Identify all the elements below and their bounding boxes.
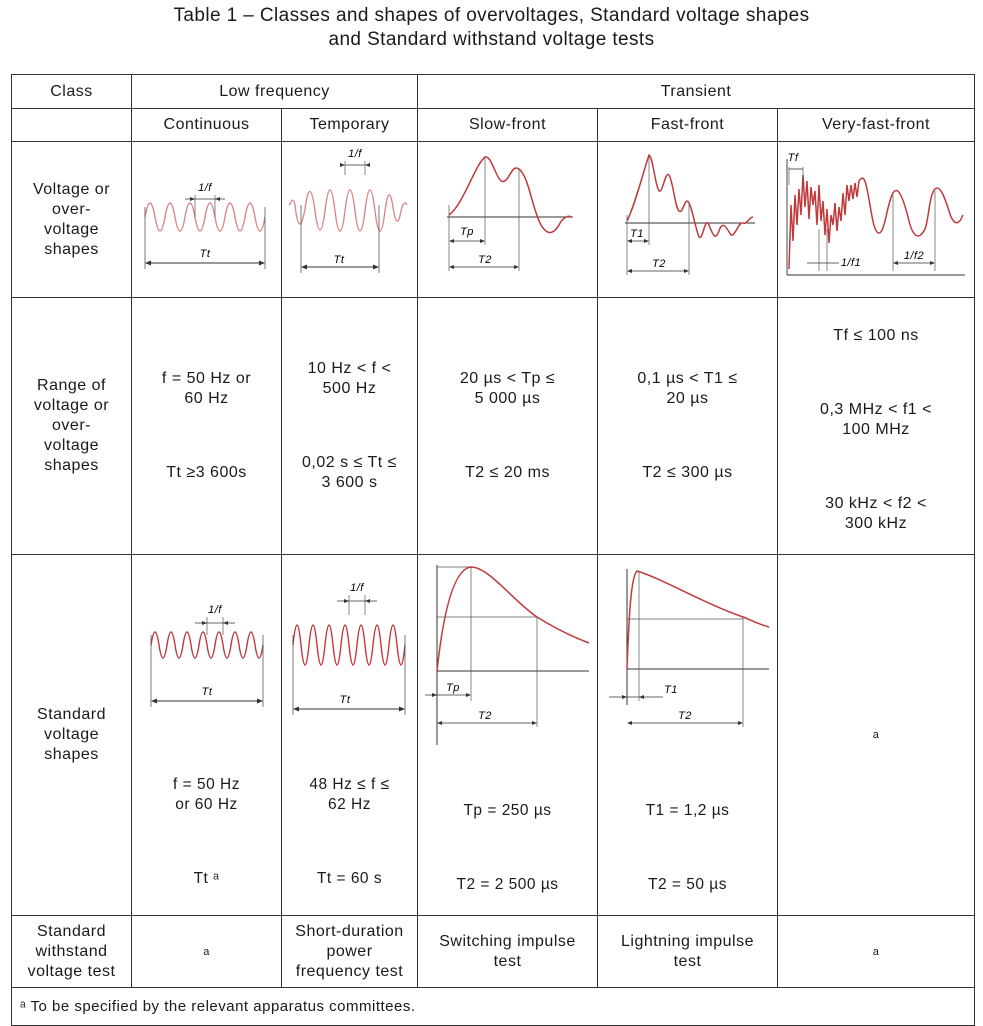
std-slow-front-params	[418, 781, 597, 915]
fast-front-wave-figure	[603, 145, 773, 295]
label-t1: T1	[629, 227, 644, 240]
std-continuous-params	[132, 755, 281, 909]
header-row-1	[12, 75, 975, 109]
std-continuous	[132, 555, 282, 916]
test-slow-front: Switching impulse test	[418, 916, 598, 988]
test-fast-front: Lightning impulse test	[598, 916, 778, 988]
range-vff-tf: Tf ≤ 100 ns	[833, 327, 919, 344]
continuous-wave-figure	[133, 145, 281, 295]
range-fast-front	[598, 298, 778, 555]
label-t2: T2	[477, 710, 492, 722]
fig-fast-front-shape	[598, 142, 778, 298]
range-slow-front-tp: 20 µs < Tp ≤ 5 000 µs	[459, 370, 556, 407]
fig-temporary-shape	[282, 142, 418, 298]
std-continuous-tt: Tt ᵃ	[193, 870, 220, 887]
label-voltage-shapes: Voltage or over- voltage shapes	[12, 142, 132, 298]
title-line-2: and Standard withstand voltage tests	[328, 29, 655, 50]
header-empty	[12, 109, 132, 142]
std-fast-front-t2: T2 = 50 µs	[648, 876, 727, 893]
overvoltage-table	[11, 74, 975, 1026]
slow-front-wave-figure	[423, 145, 593, 295]
temporary-wave-figure	[283, 145, 417, 295]
label-tp: Tp	[445, 682, 460, 694]
row-standard-shapes	[12, 555, 975, 916]
table-title	[0, 4, 983, 52]
header-very-fast-front: Very-fast-front	[778, 109, 975, 142]
std-slow-front-figure	[423, 555, 593, 755]
std-continuous-figure	[133, 555, 281, 755]
header-fast-front: Fast-front	[598, 109, 778, 142]
std-temporary-figure	[283, 555, 417, 755]
label-tf: Tf	[787, 151, 799, 164]
std-slow-front-tp: Tp = 250 µs	[463, 802, 552, 819]
label-1-over-f: 1/f	[349, 582, 364, 594]
row-withstand-test	[12, 916, 975, 988]
label-t2: T2	[477, 253, 492, 266]
std-fast-front-figure	[603, 555, 773, 755]
row-footnote	[12, 988, 975, 1026]
std-fast-front-t1: T1 = 1,2 µs	[645, 802, 730, 819]
std-temporary-tt: Tt = 60 s	[316, 870, 383, 887]
label-tt: Tt	[339, 694, 350, 706]
range-continuous-f: f = 50 Hz or 60 Hz	[161, 370, 252, 407]
range-vff-f2: 30 kHz < f2 < 300 kHz	[825, 495, 927, 532]
label-1-over-f2: 1/f2	[903, 249, 925, 262]
header-low-frequency: Low frequency	[132, 75, 418, 109]
label-tp: Tp	[459, 225, 474, 238]
label-1-over-f: 1/f	[197, 181, 212, 194]
very-fast-front-wave-figure	[781, 145, 971, 295]
header-temporary: Temporary	[282, 109, 418, 142]
std-slow-front-t2: T2 = 2 500 µs	[456, 876, 559, 893]
range-continuous-tt: Tt ≥3 600s	[166, 464, 247, 481]
std-very-fast-front: a	[778, 555, 975, 916]
label-tt: Tt	[199, 247, 210, 260]
range-very-fast-front	[778, 298, 975, 555]
label-withstand-test: Standard withstand voltage test	[12, 916, 132, 988]
std-continuous-f: f = 50 Hz or 60 Hz	[173, 776, 240, 813]
label-1-over-f: 1/f	[207, 604, 222, 616]
fig-slow-front-shape	[418, 142, 598, 298]
label-t1: T1	[663, 684, 678, 696]
label-tt: Tt	[333, 253, 344, 266]
std-fast-front-params	[598, 781, 777, 915]
range-continuous	[132, 298, 282, 555]
std-temporary-f: 48 Hz ≤ f ≤ 62 Hz	[309, 776, 390, 813]
header-class: Class	[12, 75, 132, 109]
label-range: Range of voltage or over- voltage shapes	[12, 298, 132, 555]
std-temporary-params	[282, 755, 417, 909]
fig-continuous-shape	[132, 142, 282, 298]
label-standard-shapes: Standard voltage shapes	[12, 555, 132, 916]
test-very-fast-front: a	[778, 916, 975, 988]
std-temporary	[282, 555, 418, 916]
label-t2: T2	[651, 257, 666, 270]
range-temporary-f: 10 Hz < f < 500 Hz	[307, 360, 392, 397]
label-tt: Tt	[201, 686, 212, 698]
header-transient: Transient	[418, 75, 975, 109]
header-continuous: Continuous	[132, 109, 282, 142]
range-slow-front-t2: T2 ≤ 20 ms	[465, 464, 550, 481]
header-row-2	[12, 109, 975, 142]
label-1-over-f1: 1/f1	[840, 256, 862, 269]
std-fast-front	[598, 555, 778, 916]
footnote: ᵃ To be specified by the relevant apparatus committees.	[12, 988, 975, 1026]
range-fast-front-t1: 0,1 µs < T1 ≤ 20 µs	[637, 370, 738, 407]
row-range	[12, 298, 975, 555]
header-slow-front: Slow-front	[418, 109, 598, 142]
std-slow-front	[418, 555, 598, 916]
range-temporary-tt: 0,02 s ≤ Tt ≤ 3 600 s	[302, 454, 397, 491]
range-fast-front-t2: T2 ≤ 300 µs	[642, 464, 733, 481]
test-temporary: Short-duration power frequency test	[282, 916, 418, 988]
test-continuous: a	[132, 916, 282, 988]
label-t2: T2	[677, 710, 692, 722]
row-voltage-shapes	[12, 142, 975, 298]
fig-very-fast-front-shape	[778, 142, 975, 298]
range-temporary	[282, 298, 418, 555]
title-line-1: Table 1 – Classes and shapes of overvoltages, Standard voltage shapes	[173, 5, 810, 26]
label-1-over-f: 1/f	[347, 147, 362, 160]
range-slow-front	[418, 298, 598, 555]
range-vff-f1: 0,3 MHz < f1 < 100 MHz	[820, 401, 932, 438]
